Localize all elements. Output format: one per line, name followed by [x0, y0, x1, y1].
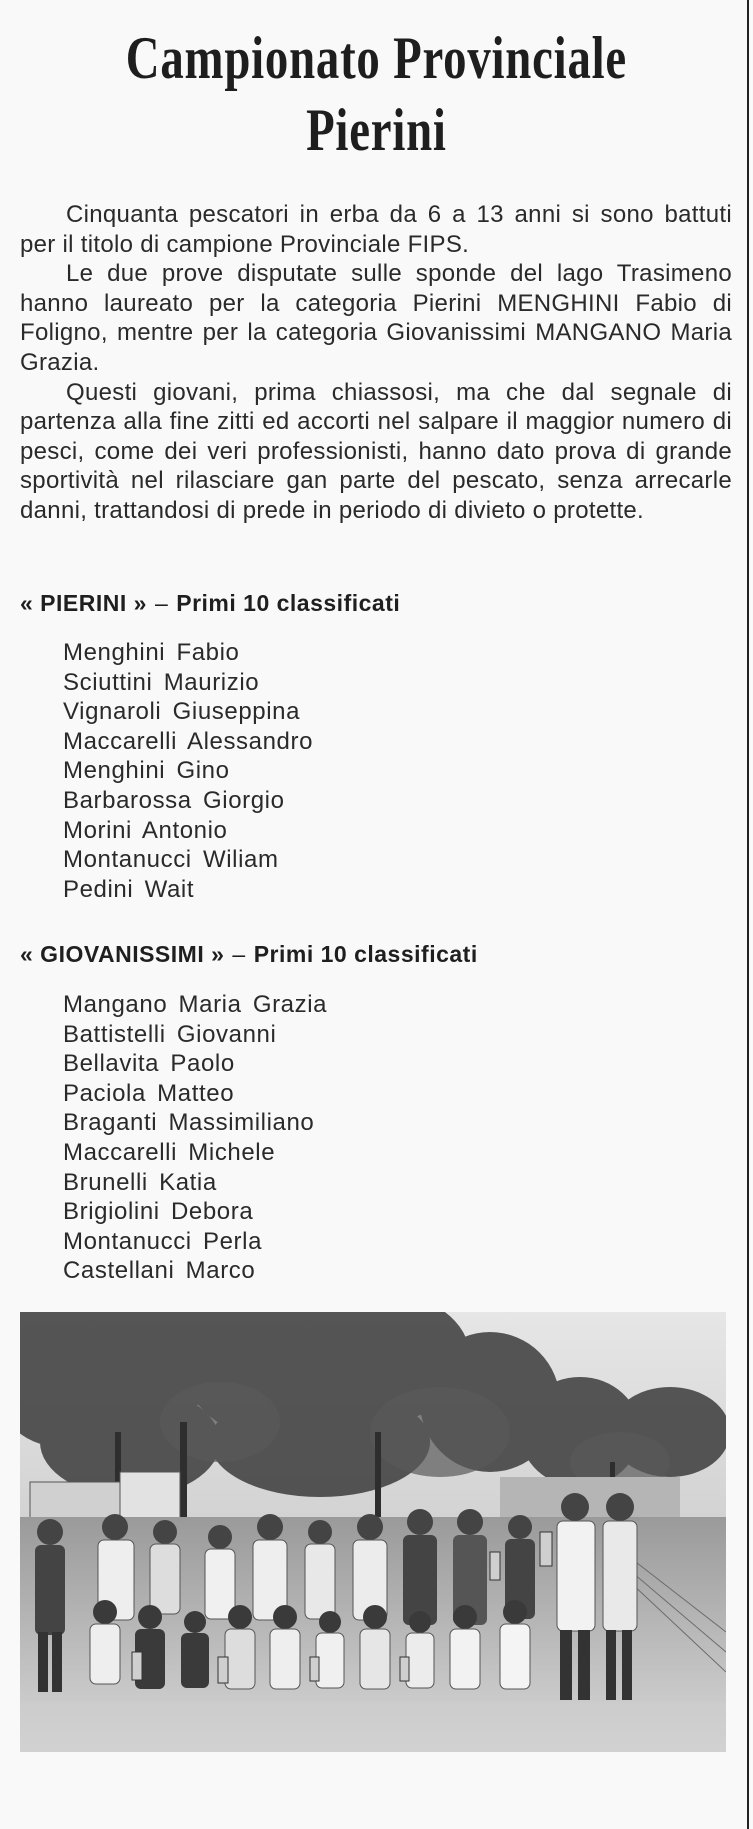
list-item: Brigiolini Debora — [63, 1198, 254, 1226]
title-line-1: Campionato Provinciale — [125, 25, 627, 91]
title-line-2: Pierini — [306, 97, 447, 163]
list-item: Barbarossa Giorgio — [63, 786, 285, 814]
page-edge-rule — [747, 0, 749, 1829]
article-body — [20, 200, 732, 526]
list-item: Montanucci Wiliam — [63, 846, 279, 874]
list-item: Montanucci Perla — [63, 1227, 263, 1255]
heading-dash: – — [232, 941, 246, 967]
heading-subtitle: Primi 10 classificati — [176, 590, 401, 616]
category-label: « PIERINI » — [20, 590, 147, 616]
list-item: Menghini Fabio — [63, 639, 240, 666]
heading-dash: – — [154, 590, 169, 616]
list-item: Pedini Wait — [63, 875, 195, 903]
list-item: Paciola Matteo — [63, 1079, 235, 1107]
list-item: Bellavita Paolo — [63, 1050, 235, 1078]
giovanissimi-heading — [20, 941, 478, 968]
giovanissimi-ranking-list — [63, 990, 327, 1286]
category-label: « GIOVANISSIMI » — [20, 941, 225, 967]
article-title — [83, 22, 670, 166]
list-item: Vignaroli Giuseppina — [63, 698, 301, 726]
list-item: Brunelli Katia — [63, 1168, 217, 1196]
paragraph: Le due prove disputate sulle sponde del lago Trasimeno hanno laureato per la categoria Pierini MENGHINI Fabio di Foligno, mentre per la categoria Giovanissimi MANGANO Maria Grazia. — [20, 260, 732, 376]
list-item: Maccarelli Alessandro — [63, 727, 314, 755]
list-item: Sciuttini Maurizio — [63, 668, 260, 696]
list-item: Maccarelli Michele — [63, 1138, 276, 1166]
list-item: Mangano Maria Grazia — [63, 991, 328, 1018]
heading-subtitle: Primi 10 classificati — [253, 941, 478, 967]
group-photo — [20, 1312, 726, 1752]
list-item: Castellani Marco — [63, 1257, 256, 1285]
pierini-ranking-list — [63, 638, 313, 904]
list-item: Menghini Gino — [63, 757, 230, 785]
pierini-heading — [20, 590, 400, 617]
paragraph: Questi giovani, prima chiassosi, ma che dal segnale di partenza alla fine zitti ed accorti nel salpare il maggior numero di pesci, come dei veri professionisti, hanno dato prova di grande sportività nel rilasciare gan parte del pescato, senza arrecarle danni, trattandosi di prede in periodo di divieto o protette. — [20, 378, 732, 524]
list-item: Battistelli Giovanni — [63, 1020, 277, 1048]
list-item: Morini Antonio — [63, 816, 228, 844]
paragraph: Cinquanta pescatori in erba da 6 a 13 anni si sono battuti per il titolo di campione Provinciale FIPS. — [20, 201, 732, 258]
list-item: Braganti Massimiliano — [63, 1109, 315, 1137]
